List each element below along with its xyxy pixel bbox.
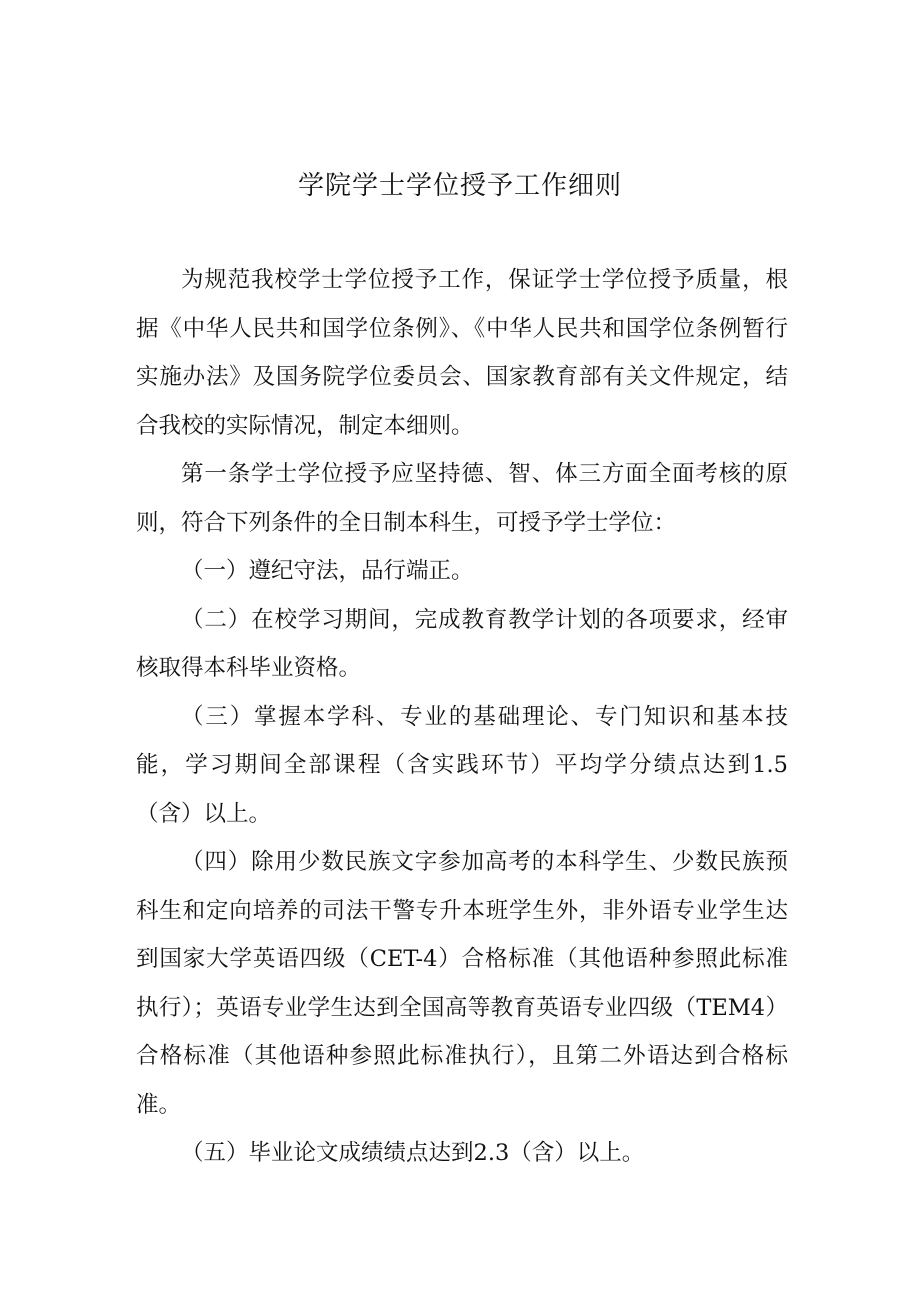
document-body [136, 256, 788, 1178]
paragraph-article-1: 第一条学士学位授予应坚持德、智、体三方面全面考核的原则，符合下列条件的全日制本科生，可授予学士学位： [136, 461, 788, 536]
paragraph-item-3: （三）掌握本学科、专业的基础理论、专门知识和基本技能，学习期间全部课程（含实践环节）平均学分绩点达到1.5（含）以上。 [136, 703, 788, 827]
paragraph-item-1: （一）遵纪守法，品行端正。 [181, 558, 474, 584]
paragraph-item-4: （四）除用少数民族文字参加高考的本科学生、少数民族预科生和定向培养的司法干警专升本班学生外，非外语专业学生达到国家大学英语四级（CET-4）合格标准（其他语种参照此标准执行）；英语专业学生达到全国高等教育英语专业四级（TEM4）合格标准（其他语种参照此标准执行），且第二外语达到合格标准。 [136, 849, 788, 1118]
paragraph-item-2: （二）在校学习期间，完成教育教学计划的各项要求，经审核取得本科毕业资格。 [136, 606, 788, 681]
document-title: 学院学士学位授予工作细则 [297, 171, 622, 201]
paragraph-item-5: （五）毕业论文成绩绩点达到2.3（含）以上。 [181, 1140, 645, 1166]
paragraph-preamble: 为规范我校学士学位授予工作，保证学士学位授予质量，根据《中华人民共和国学位条例》、《中华人民共和国学位条例暂行实施办法》及国务院学位委员会、国家教育部有关文件规定，结合我校的实际情况，制定本细则。 [136, 267, 788, 439]
